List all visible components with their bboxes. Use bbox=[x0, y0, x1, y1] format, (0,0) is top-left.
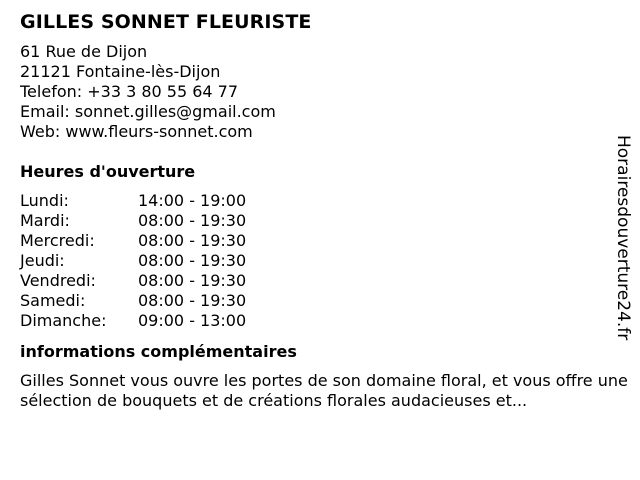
business-name: GILLES SONNET FLEURISTE bbox=[20, 11, 312, 33]
info-title: informations complémentaires bbox=[20, 342, 297, 361]
time-range: 08:00 - 19:30 bbox=[138, 271, 247, 290]
hours-row-tuesday bbox=[20, 211, 610, 231]
hours-row-sunday bbox=[20, 311, 610, 331]
time-range: 08:00 - 19:30 bbox=[138, 291, 247, 310]
hours-table bbox=[20, 191, 610, 331]
hours-row-wednesday bbox=[20, 231, 610, 251]
hours-row-saturday bbox=[20, 291, 610, 311]
day-label: Jeudi: bbox=[20, 251, 65, 270]
day-label: Samedi: bbox=[20, 291, 86, 310]
time-range: 14:00 - 19:00 bbox=[138, 191, 247, 210]
hours-row-monday bbox=[20, 191, 610, 211]
hours-title: Heures d'ouverture bbox=[20, 162, 196, 181]
hours-row-thursday bbox=[20, 251, 610, 271]
day-label: Dimanche: bbox=[20, 311, 107, 330]
hours-row-friday bbox=[20, 271, 610, 291]
time-range: 08:00 - 19:30 bbox=[138, 251, 247, 270]
info-description: Gilles Sonnet vous ouvre les portes de son domaine floral, et vous offre une sélection de bouquets et de créations florales audacieuses et... bbox=[20, 371, 628, 410]
web-line: Web: www.fleurs-sonnet.com bbox=[20, 122, 253, 141]
day-label: Mardi: bbox=[20, 211, 70, 230]
phone-line: Telefon: +33 3 80 55 64 77 bbox=[20, 82, 239, 101]
time-range: 08:00 - 19:30 bbox=[138, 211, 247, 230]
day-label: Lundi: bbox=[20, 191, 69, 210]
address-city: 21121 Fontaine-lès-Dijon bbox=[20, 62, 221, 81]
address-street: 61 Rue de Dijon bbox=[20, 42, 148, 61]
site-watermark: Horairesdouverture24.fr bbox=[613, 135, 633, 341]
day-label: Mercredi: bbox=[20, 231, 95, 250]
time-range: 08:00 - 19:30 bbox=[138, 231, 247, 250]
email-line: Email: sonnet.gilles@gmail.com bbox=[20, 102, 276, 121]
time-range: 09:00 - 13:00 bbox=[138, 311, 247, 330]
day-label: Vendredi: bbox=[20, 271, 96, 290]
